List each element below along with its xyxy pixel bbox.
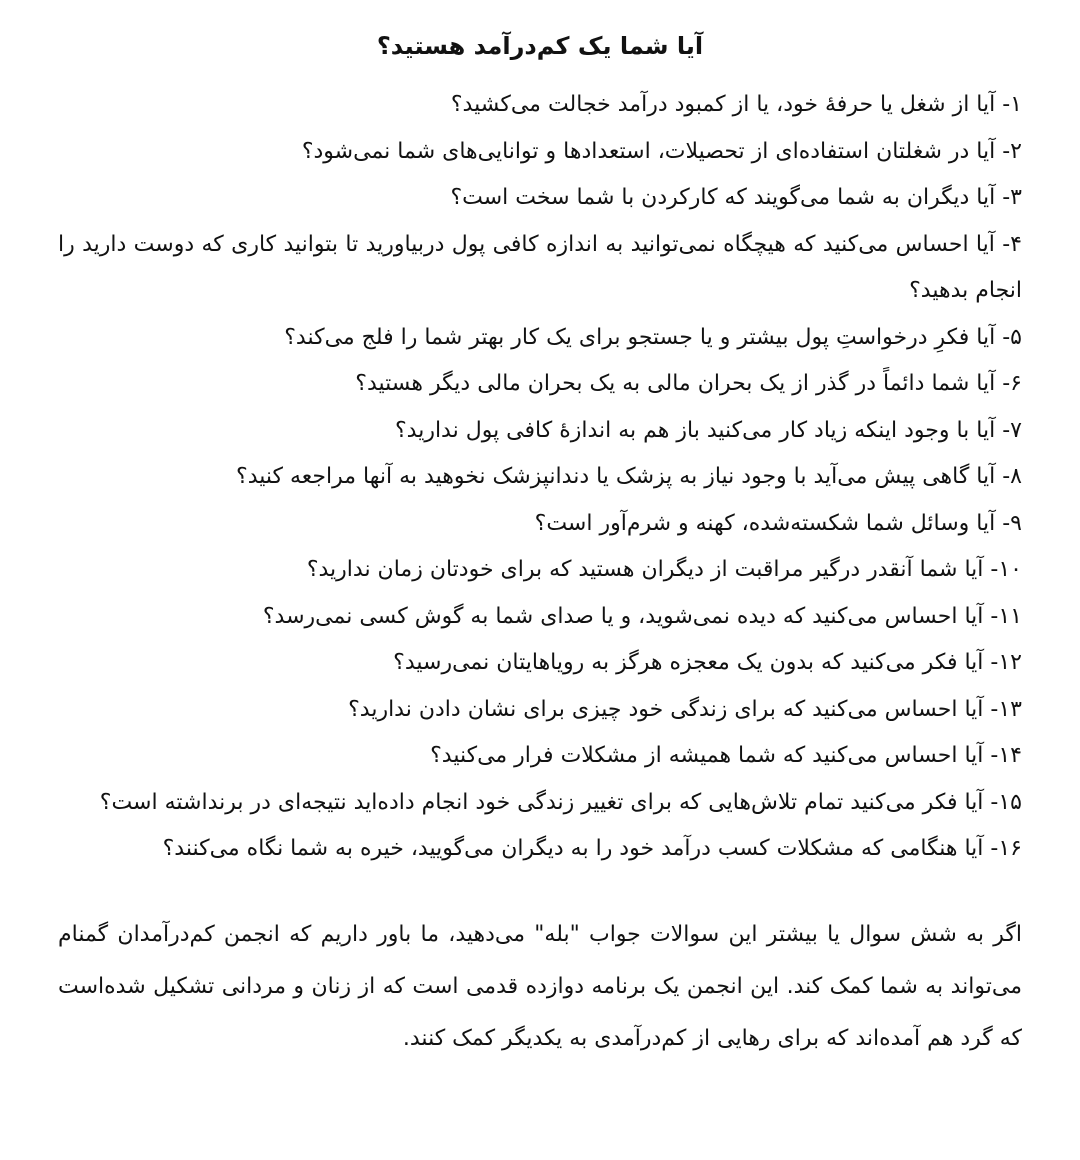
page-title: آیا شما یک کم‌درآمد هستید؟ bbox=[376, 32, 704, 60]
question-item: ۴- آیا احساس می‌کنید که هیچگاه نمی‌توانید به اندازه کافی پول دربیاورید تا بتوانید کاری که دوست دارید را انجام بدهید؟ bbox=[58, 231, 1022, 303]
question-item: ۶- آیا شما دائماً در گذر از یک بحران مالی به یک بحران مالی دیگر هستید؟ bbox=[355, 371, 1022, 396]
question-item: ۵- آیا فکرِ درخواستِ پول بیشتر و یا جستجو برای یک کار بهتر شما را فلج می‌کند؟ bbox=[284, 324, 1022, 350]
question-item: ۹- آیا وسائل شما شکسته‌شده، کهنه و شرم‌آور است؟ bbox=[534, 510, 1022, 536]
question-item: ۲- آیا در شغلتان استفاده‌ای از تحصیلات، استعدادها و توانایی‌های شما نمی‌شود؟ bbox=[301, 138, 1022, 164]
closing-paragraph: اگر به شش سوال یا بیشتر این سوالات جواب "بله" می‌دهید، ما باور داریم که انجمن کم‌درآمدان گمنام می‌تواند به شما کمک کند. این انجمن یک برنامه دوازده قدمی است که از زنان و مردانی تشکیل شده‌است که گرد هم آمده‌اند که برای رهایی از کم‌درآمدی به یکدیگر کمک کنند. bbox=[58, 921, 1022, 1051]
question-item: ۱۶- آیا هنگامی که مشکلات کسب درآمد خود را به دیگران می‌گویید، خیره به شما نگاه می‌کنند؟ bbox=[162, 836, 1022, 861]
question-item: ۱۱- آیا احساس می‌کنید که دیده نمی‌شوید، و یا صدای شما به گوش کسی نمی‌رسد؟ bbox=[262, 603, 1022, 629]
question-item: ۷- آیا با وجود اینکه زیاد کار می‌کنید باز هم به اندازهٔ کافی پول ندارید؟ bbox=[394, 417, 1022, 443]
question-item: ۱۰- آیا شما آنقدر درگیر مراقبت از دیگران هستید که برای خودتان زمان ندارید؟ bbox=[306, 557, 1022, 582]
question-item: ۱۵- آیا فکر می‌کنید تمام تلاش‌هایی که برای تغییر زندگی خود انجام داده‌اید نتیجه‌ای در برنداشته است؟ bbox=[99, 789, 1022, 815]
question-item: ۳- آیا دیگران به شما می‌گویند که کارکردن با شما سخت است؟ bbox=[450, 185, 1022, 210]
question-item: ۱- آیا از شغل یا حرفهٔ خود، یا از کمبود درآمد خجالت می‌کشید؟ bbox=[450, 92, 1022, 117]
question-item: ۱۴- آیا احساس می‌کنید که شما همیشه از مشکلات فرار می‌کنید؟ bbox=[430, 743, 1022, 768]
question-item: ۱۳- آیا احساس می‌کنید که برای زندگی خود چیزی برای نشان دادن ندارید؟ bbox=[348, 696, 1022, 722]
question-item: ۸- آیا گاهی پیش می‌آید با وجود نیاز به پزشک یا دندانپزشک نخوهید به آنها مراجعه کنید؟ bbox=[236, 464, 1022, 489]
question-list bbox=[58, 82, 1022, 873]
question-item: ۱۲- آیا فکر می‌کنید که بدون یک معجزه هرگز به رویاهایتان نمی‌رسید؟ bbox=[393, 650, 1022, 675]
